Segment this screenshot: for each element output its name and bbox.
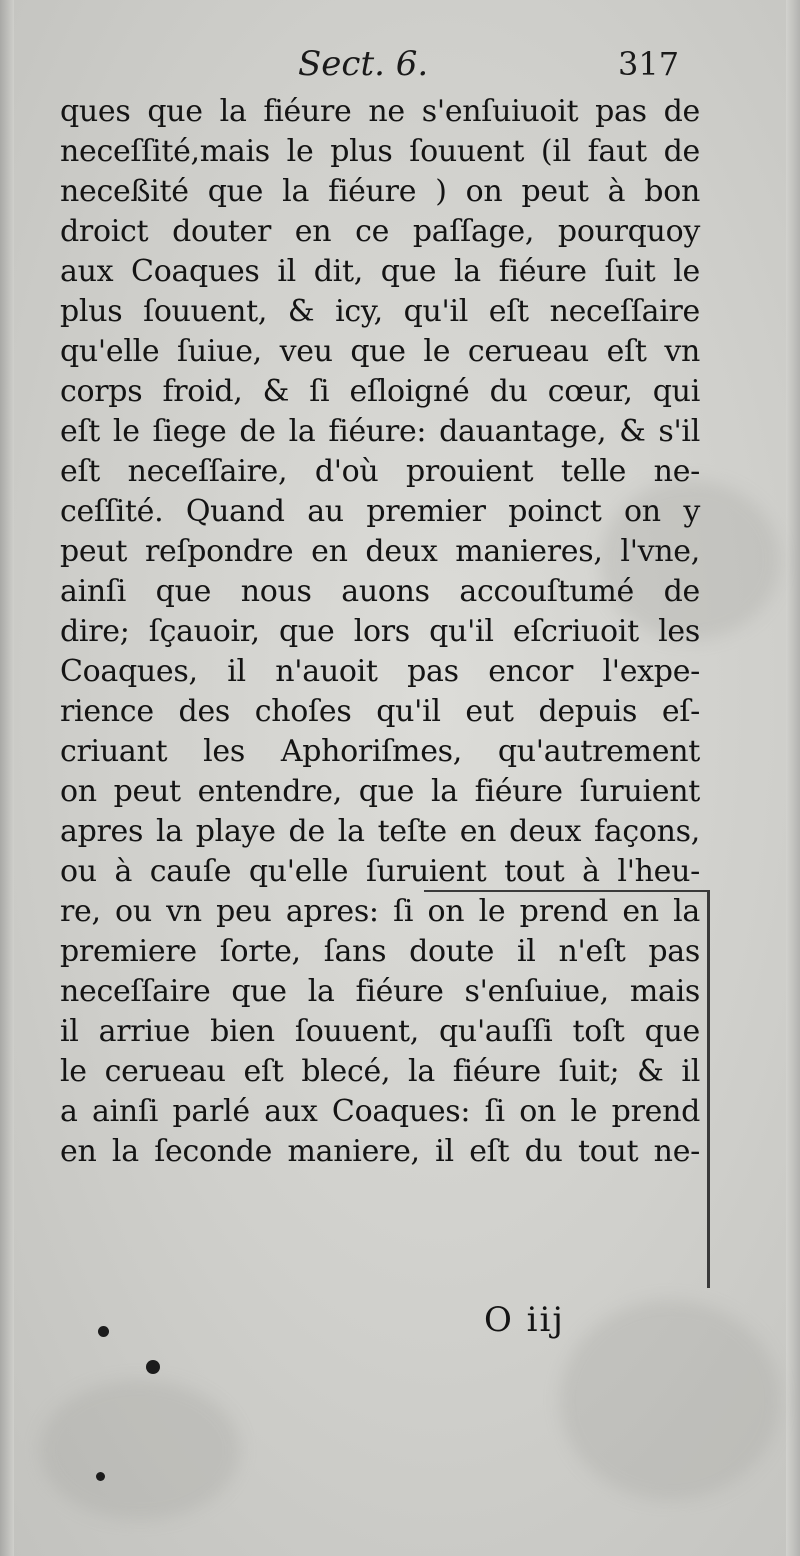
- text-line: a ainſi parlé aux Coaques: ſi on le prend: [60, 1094, 700, 1129]
- ink-dot: [146, 1360, 160, 1374]
- ink-dot: [96, 1472, 105, 1481]
- text-line: neceſſité,mais le plus ſouuent (il faut de: [60, 134, 700, 169]
- text-line: on peut entendre, que la fiéure ſuruient: [60, 774, 700, 809]
- text-line: corps froid, & ſi eſloigné du cœur, qui: [60, 374, 700, 409]
- text-line: ceſſité. Quand au premier poinct on y: [60, 494, 700, 529]
- text-line: eſt le ſiege de la fiéure: dauantage, & s'il: [60, 414, 700, 449]
- paper-stain: [560, 1300, 780, 1500]
- text-line: aux Coaques il dit, que la fiéure ſuit le: [60, 254, 700, 289]
- text-line: dire; ſçauoir, que lors qu'il eſcriuoit les: [60, 614, 700, 649]
- text-line: en la ſeconde maniere, il eſt du tout ne-: [60, 1134, 700, 1169]
- text-line: plus ſouuent, & icy, qu'il eſt neceſſaire: [60, 294, 700, 329]
- text-line: qu'elle ſuiue, veu que le cerueau eſt vn: [60, 334, 700, 369]
- text-line: peut reſpondre en deux manieres, l'vne,: [60, 534, 700, 569]
- text-line: le cerueau eſt blecé, la fiéure ſuit; & il: [60, 1054, 700, 1089]
- text-line: re, ou vn peu apres: ſi on le prend en la: [60, 894, 700, 929]
- text-line: criuant les Aphoriſmes, qu'autrement: [60, 734, 700, 769]
- page-right-edge: [786, 0, 800, 1556]
- ink-dot: [98, 1326, 109, 1337]
- text-line: premiere ſorte, ſans doute il n'eſt pas: [60, 934, 700, 969]
- text-line: ou à cauſe qu'elle ſuruient tout à l'heu-: [60, 854, 700, 889]
- text-line: il arriue bien ſouuent, qu'auſſi toſt que: [60, 1014, 700, 1049]
- running-head: [0, 42, 800, 88]
- text-line: rience des choſes qu'il eut depuis eſ-: [60, 694, 700, 729]
- page-left-edge: [0, 0, 14, 1556]
- text-line: apres la playe de la teſte en deux façons,: [60, 814, 700, 849]
- paper-stain: [40, 1380, 240, 1520]
- text-line: droict douter en ce paſſage, pourquoy: [60, 214, 700, 249]
- text-line: neceßité que la fiéure ) on peut à bon: [60, 174, 700, 209]
- text-line: ques que la fiéure ne s'enſuiuoit pas de: [60, 94, 700, 129]
- margin-bracket-mark: [424, 890, 710, 1288]
- section-label: Sect. 6.: [298, 44, 429, 84]
- signature-mark: O iij: [484, 1300, 565, 1340]
- text-line: eſt neceſſaire, d'où prouient telle ne-: [60, 454, 700, 489]
- text-line: Coaques, il n'auoit pas encor l'expe-: [60, 654, 700, 689]
- text-line: neceſſaire que la fiéure s'enſuiue, mais: [60, 974, 700, 1009]
- page-number: 317: [618, 45, 680, 83]
- text-line: ainſi que nous auons accouſtumé de: [60, 574, 700, 609]
